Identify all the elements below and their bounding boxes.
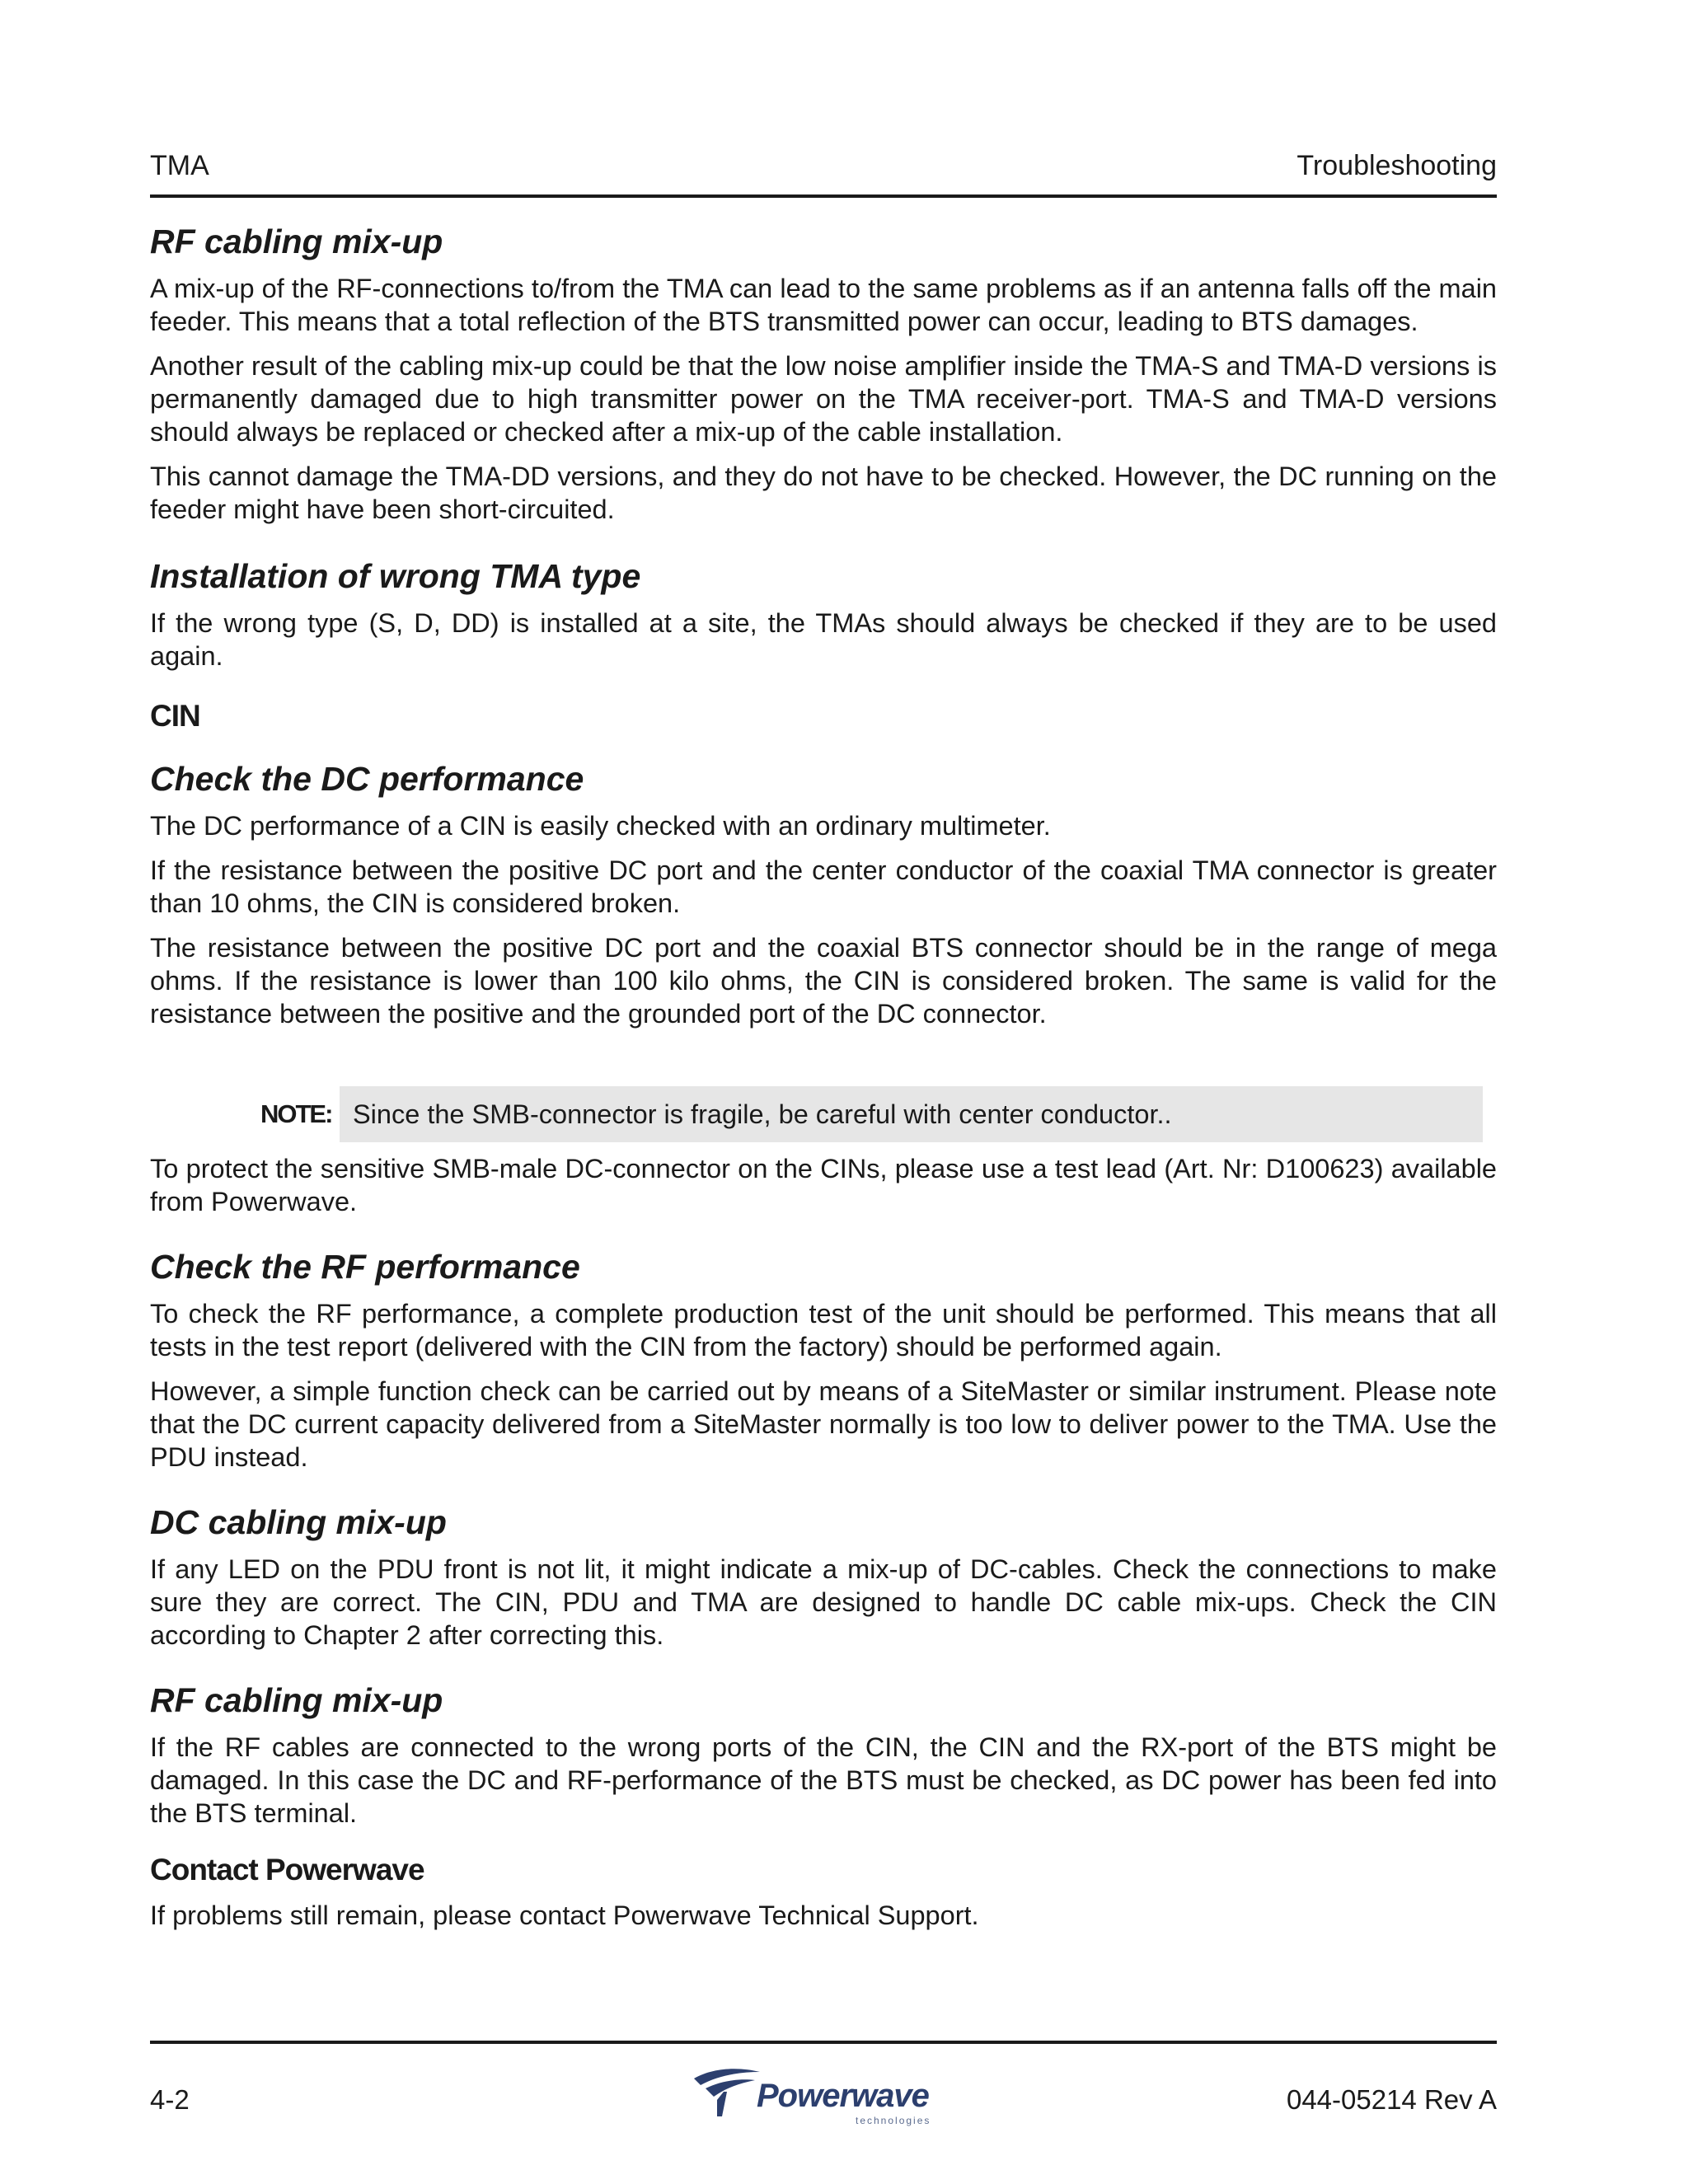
note-label: NOTE:	[260, 1099, 332, 1128]
header-section: Troubleshooting	[1296, 150, 1497, 181]
heading-rf-performance: Check the RF performance	[150, 1248, 580, 1286]
paragraph: If problems still remain, please contact Powerwave Technical Support.	[150, 1900, 979, 1930]
heading-rf-cabling-mixup-cin: RF cabling mix-up	[150, 1681, 443, 1719]
heading-cin: CIN	[150, 699, 200, 733]
page-content	[150, 221, 1497, 1932]
logo-wordmark: Powerwave	[757, 2078, 929, 2114]
powerwave-swoosh-icon	[689, 2064, 763, 2130]
paragraph: Another result of the cabling mix-up could be that the low noise amplifier inside the TMA-S and TMA-D versions is permanently damaged due to high transmitter power on the TMA receiver-port. TMA-S and TMA-D versions should always be replaced or checked after a mix-up of the cable installation.	[150, 351, 1497, 447]
logo-tagline: technologies	[856, 2115, 931, 2126]
header-chapter: TMA	[150, 150, 209, 181]
header-rule	[150, 194, 1497, 198]
document-id: 044-05214 Rev A	[1286, 2084, 1497, 2115]
heading-wrong-tma-type: Installation of wrong TMA type	[150, 557, 641, 595]
powerwave-logo	[689, 2064, 936, 2138]
note-box	[340, 1086, 1483, 1142]
paragraph: If the RF cables are connected to the wrong ports of the CIN, the CIN and the RX-port of the BTS might be damaged. In this case the DC and RF-performance of the BTS must be checked, as DC power has been fed into the BTS terminal.	[150, 1732, 1497, 1828]
heading-rf-cabling-mixup: RF cabling mix-up	[150, 223, 443, 260]
paragraph: This cannot damage the TMA-DD versions, and they do not have to be checked. However, the DC running on the feeder might have been short-circuited.	[150, 462, 1497, 524]
note-callout	[150, 1086, 1497, 1144]
heading-contact-powerwave: Contact Powerwave	[150, 1853, 424, 1886]
note-text: Since the SMB-connector is fragile, be careful with center conductor..	[353, 1099, 1172, 1129]
paragraph: To check the RF performance, a complete production test of the unit should be performed. This means that all tests in the test report (delivered with the CIN from the factory) should be performed again.	[150, 1299, 1497, 1361]
paragraph: However, a simple function check can be carried out by means of a SiteMaster or similar instrument. Please note that the DC current capacity delivered from a SiteMaster normally is too low to deliver power to the TMA. Use the PDU instead.	[150, 1376, 1497, 1472]
footer-rule	[150, 2041, 1497, 2044]
paragraph: A mix-up of the RF-connections to/from the TMA can lead to the same problems as if an antenna falls off the main feeder. This means that a total reflection of the BTS transmitted power can occur, leading to BTS damages.	[150, 274, 1497, 336]
paragraph: If the resistance between the positive DC port and the center conductor of the coaxial TMA connector is greater than 10 ohms, the CIN is considered broken.	[150, 855, 1497, 918]
paragraph: To protect the sensitive SMB-male DC-connector on the CINs, please use a test lead (Art. Nr: D100623) available from Powerwave.	[150, 1154, 1497, 1216]
page-number: 4-2	[150, 2084, 190, 2115]
heading-dc-performance: Check the DC performance	[150, 760, 584, 798]
heading-dc-cabling-mixup: DC cabling mix-up	[150, 1503, 447, 1541]
paragraph: If any LED on the PDU front is not lit, it might indicate a mix-up of DC-cables. Check the connections to make sure they are correct. The CIN, PDU and TMA are designed to handle DC cable mix-ups. Check the CIN according to Chapter 2 after correcting this.	[150, 1554, 1497, 1650]
paragraph: The resistance between the positive DC port and the coaxial BTS connector should be in the range of mega ohms. If the resistance is lower than 100 kilo ohms, the CIN is considered broken. The same is valid for the resistance between the positive and the grounded port of the DC connector.	[150, 933, 1497, 1029]
paragraph: If the wrong type (S, D, DD) is installed at a site, the TMAs should always be checked if they are to be used again.	[150, 608, 1497, 671]
paragraph: The DC performance of a CIN is easily checked with an ordinary multimeter.	[150, 811, 1051, 841]
